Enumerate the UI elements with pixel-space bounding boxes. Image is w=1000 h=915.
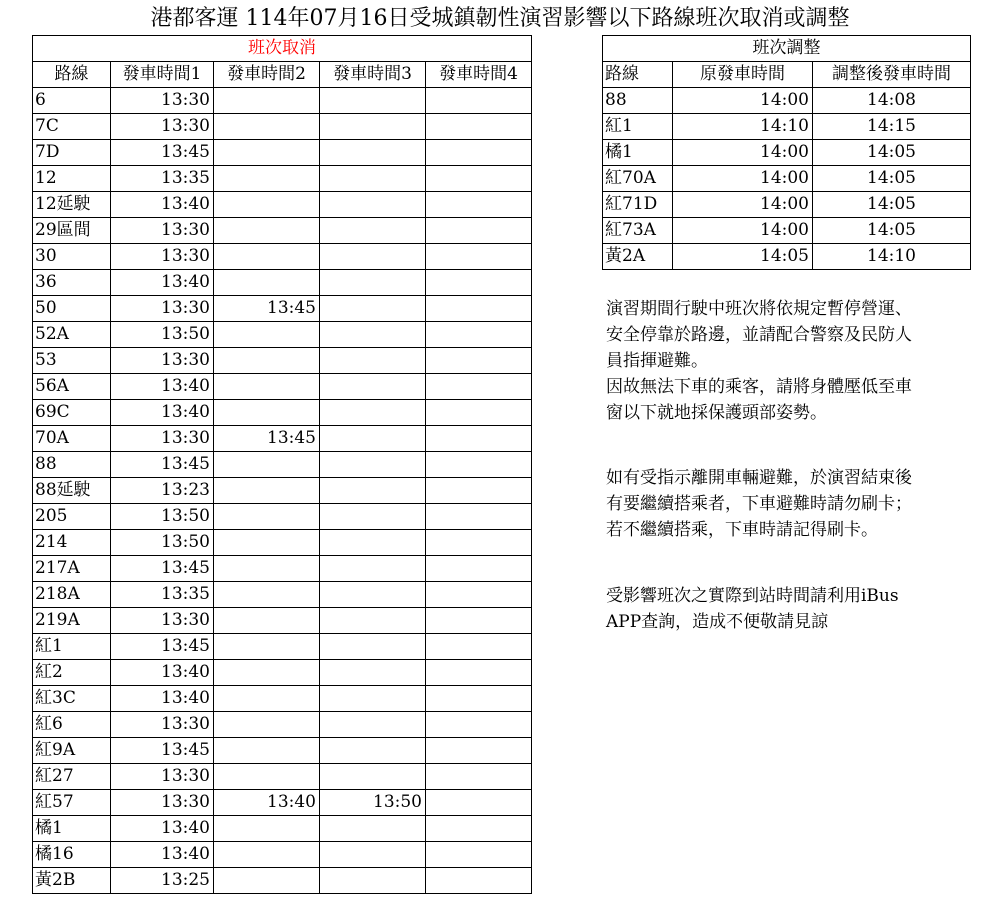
departure-time-cell <box>426 712 532 738</box>
departure-time-cell: 13:45 <box>111 452 214 478</box>
departure-time-cell <box>426 686 532 712</box>
route-cell: 6 <box>33 88 111 114</box>
table-row <box>33 88 532 114</box>
original-time-cell: 14:10 <box>673 114 813 140</box>
departure-time-cell <box>426 348 532 374</box>
departure-time-cell <box>214 166 320 192</box>
table-row <box>33 452 532 478</box>
route-cell: 橘1 <box>33 816 111 842</box>
table-row <box>33 140 532 166</box>
note-line: 窗以下就地採保護頭部姿勢。 <box>606 403 827 423</box>
departure-time-cell: 13:45 <box>111 634 214 660</box>
table-row <box>33 348 532 374</box>
adjust-table <box>602 35 971 270</box>
original-time-cell: 14:00 <box>673 218 813 244</box>
departure-time-cell <box>214 192 320 218</box>
table-row <box>33 478 532 504</box>
original-time-cell: 14:00 <box>673 192 813 218</box>
table-row <box>33 426 532 452</box>
departure-time-cell <box>426 270 532 296</box>
cancel-table-heading: 班次取消 <box>33 36 532 62</box>
note-line: APP查詢，造成不便敬請見諒 <box>606 612 829 632</box>
table-row <box>33 686 532 712</box>
departure-time-cell <box>426 790 532 816</box>
departure-time-cell <box>320 634 426 660</box>
route-cell: 紅6 <box>33 712 111 738</box>
column-header: 發車時間3 <box>320 62 426 88</box>
departure-time-cell: 13:40 <box>111 400 214 426</box>
route-cell: 紅1 <box>33 634 111 660</box>
route-cell: 12 <box>33 166 111 192</box>
route-cell: 88延駛 <box>33 478 111 504</box>
note-line: 若不繼續搭乘，下車時請記得刷卡。 <box>606 520 878 540</box>
note-line: 演習期間行駛中班次將依規定暫停營運、 <box>606 299 912 319</box>
departure-time-cell: 13:45 <box>111 556 214 582</box>
note-line: 有要繼續搭乘者，下車避難時請勿刷卡； <box>606 494 912 514</box>
departure-time-cell <box>214 868 320 894</box>
departure-time-cell <box>320 192 426 218</box>
departure-time-cell <box>426 868 532 894</box>
departure-time-cell <box>214 764 320 790</box>
column-header: 路線 <box>603 62 673 88</box>
departure-time-cell: 13:45 <box>214 296 320 322</box>
departure-time-cell <box>320 452 426 478</box>
notes-block-3 <box>606 583 976 635</box>
departure-time-cell <box>426 452 532 478</box>
departure-time-cell <box>214 374 320 400</box>
route-cell: 56A <box>33 374 111 400</box>
route-cell: 紅73A <box>603 218 673 244</box>
table-row <box>33 504 532 530</box>
departure-time-cell <box>320 582 426 608</box>
departure-time-cell: 13:30 <box>111 244 214 270</box>
departure-time-cell <box>214 348 320 374</box>
departure-time-cell: 13:23 <box>111 478 214 504</box>
departure-time-cell: 13:35 <box>111 166 214 192</box>
original-time-cell: 14:00 <box>673 140 813 166</box>
table-row <box>33 244 532 270</box>
departure-time-cell <box>426 816 532 842</box>
departure-time-cell <box>320 322 426 348</box>
departure-time-cell <box>214 582 320 608</box>
departure-time-cell: 13:30 <box>111 218 214 244</box>
departure-time-cell: 13:35 <box>111 582 214 608</box>
table-row <box>603 192 971 218</box>
table-row <box>33 816 532 842</box>
departure-time-cell <box>320 374 426 400</box>
departure-time-cell <box>214 842 320 868</box>
departure-time-cell: 13:40 <box>111 374 214 400</box>
departure-time-cell <box>214 478 320 504</box>
route-cell: 30 <box>33 244 111 270</box>
departure-time-cell <box>320 348 426 374</box>
departure-time-cell <box>320 764 426 790</box>
departure-time-cell <box>214 738 320 764</box>
adjusted-time-cell: 14:15 <box>813 114 971 140</box>
departure-time-cell <box>214 244 320 270</box>
departure-time-cell <box>320 218 426 244</box>
departure-time-cell <box>426 582 532 608</box>
table-row <box>33 374 532 400</box>
departure-time-cell <box>214 114 320 140</box>
route-cell: 88 <box>603 88 673 114</box>
notes-block-1 <box>606 296 976 426</box>
table-row <box>33 270 532 296</box>
table-row <box>603 166 971 192</box>
route-cell: 36 <box>33 270 111 296</box>
table-row <box>33 400 532 426</box>
table-row <box>33 530 532 556</box>
route-cell: 53 <box>33 348 111 374</box>
departure-time-cell <box>214 660 320 686</box>
departure-time-cell <box>214 322 320 348</box>
note-line: 如有受指示離開車輛避難，於演習結束後 <box>606 468 912 488</box>
route-cell: 黃2A <box>603 244 673 270</box>
original-time-cell: 14:05 <box>673 244 813 270</box>
departure-time-cell <box>320 608 426 634</box>
table-row <box>33 114 532 140</box>
departure-time-cell <box>214 608 320 634</box>
departure-time-cell: 13:40 <box>111 660 214 686</box>
departure-time-cell <box>214 140 320 166</box>
departure-time-cell: 13:40 <box>111 816 214 842</box>
departure-time-cell <box>426 842 532 868</box>
departure-time-cell: 13:40 <box>111 270 214 296</box>
departure-time-cell <box>214 270 320 296</box>
departure-time-cell: 13:50 <box>111 504 214 530</box>
departure-time-cell <box>320 686 426 712</box>
route-cell: 紅9A <box>33 738 111 764</box>
table-row <box>33 608 532 634</box>
departure-time-cell <box>320 504 426 530</box>
route-cell: 29區間 <box>33 218 111 244</box>
departure-time-cell: 13:50 <box>320 790 426 816</box>
departure-time-cell <box>214 816 320 842</box>
departure-time-cell <box>214 556 320 582</box>
departure-time-cell: 13:30 <box>111 114 214 140</box>
departure-time-cell <box>320 868 426 894</box>
route-cell: 紅70A <box>603 166 673 192</box>
route-cell: 52A <box>33 322 111 348</box>
column-header: 發車時間4 <box>426 62 532 88</box>
route-cell: 70A <box>33 426 111 452</box>
departure-time-cell <box>214 400 320 426</box>
departure-time-cell: 13:30 <box>111 608 214 634</box>
table-row <box>33 868 532 894</box>
route-cell: 219A <box>33 608 111 634</box>
departure-time-cell <box>320 712 426 738</box>
cancel-table <box>32 35 532 894</box>
departure-time-cell <box>320 842 426 868</box>
departure-time-cell <box>426 530 532 556</box>
route-cell: 218A <box>33 582 111 608</box>
column-header: 原發車時間 <box>673 62 813 88</box>
note-line: 安全停靠於路邊，並請配合警察及民防人 <box>606 325 912 345</box>
departure-time-cell <box>320 426 426 452</box>
departure-time-cell <box>426 504 532 530</box>
departure-time-cell <box>320 556 426 582</box>
departure-time-cell <box>426 140 532 166</box>
route-cell: 88 <box>33 452 111 478</box>
table-row <box>33 842 532 868</box>
table-row <box>603 218 971 244</box>
departure-time-cell <box>320 478 426 504</box>
departure-time-cell <box>426 764 532 790</box>
table-row <box>33 660 532 686</box>
table-row <box>33 556 532 582</box>
route-cell: 7D <box>33 140 111 166</box>
table-row <box>33 296 532 322</box>
column-header: 調整後發車時間 <box>813 62 971 88</box>
route-cell: 12延駛 <box>33 192 111 218</box>
table-row <box>33 192 532 218</box>
departure-time-cell: 13:30 <box>111 88 214 114</box>
table-row <box>33 764 532 790</box>
table-row <box>33 634 532 660</box>
departure-time-cell <box>426 218 532 244</box>
route-cell: 黃2B <box>33 868 111 894</box>
departure-time-cell <box>426 322 532 348</box>
departure-time-cell: 13:45 <box>111 140 214 166</box>
departure-time-cell <box>426 478 532 504</box>
adjusted-time-cell: 14:05 <box>813 140 971 166</box>
departure-time-cell <box>214 634 320 660</box>
adjusted-time-cell: 14:05 <box>813 218 971 244</box>
route-cell: 50 <box>33 296 111 322</box>
departure-time-cell: 13:30 <box>111 426 214 452</box>
page-title: 港都客運 114年07月16日受城鎮韌性演習影響以下路線班次取消或調整 <box>150 6 850 31</box>
route-cell: 紅27 <box>33 764 111 790</box>
departure-time-cell <box>214 712 320 738</box>
adjusted-time-cell: 14:08 <box>813 88 971 114</box>
column-header: 路線 <box>33 62 111 88</box>
departure-time-cell: 13:25 <box>111 868 214 894</box>
departure-time-cell: 13:30 <box>111 348 214 374</box>
departure-time-cell <box>214 686 320 712</box>
departure-time-cell <box>426 192 532 218</box>
departure-time-cell <box>426 166 532 192</box>
departure-time-cell <box>214 452 320 478</box>
departure-time-cell <box>426 738 532 764</box>
departure-time-cell <box>214 88 320 114</box>
adjusted-time-cell: 14:05 <box>813 192 971 218</box>
table-row <box>603 88 971 114</box>
route-cell: 214 <box>33 530 111 556</box>
departure-time-cell <box>320 400 426 426</box>
table-row <box>33 582 532 608</box>
departure-time-cell <box>320 530 426 556</box>
departure-time-cell: 13:40 <box>111 686 214 712</box>
departure-time-cell <box>426 426 532 452</box>
note-line: 受影響班次之實際到站時間請利用iBus <box>606 586 899 606</box>
table-row <box>33 322 532 348</box>
table-row <box>33 218 532 244</box>
departure-time-cell <box>320 244 426 270</box>
departure-time-cell <box>426 634 532 660</box>
departure-time-cell <box>426 88 532 114</box>
departure-time-cell <box>320 296 426 322</box>
departure-time-cell: 13:40 <box>111 192 214 218</box>
departure-time-cell: 13:50 <box>111 322 214 348</box>
departure-time-cell <box>320 816 426 842</box>
route-cell: 69C <box>33 400 111 426</box>
departure-time-cell: 13:40 <box>214 790 320 816</box>
route-cell: 紅1 <box>603 114 673 140</box>
column-header: 發車時間2 <box>214 62 320 88</box>
table-row <box>603 140 971 166</box>
table-row <box>33 166 532 192</box>
departure-time-cell <box>320 140 426 166</box>
table-row <box>33 738 532 764</box>
note-line: 員指揮避難。 <box>606 351 708 371</box>
departure-time-cell <box>426 296 532 322</box>
adjust-table-heading: 班次調整 <box>603 36 971 62</box>
original-time-cell: 14:00 <box>673 88 813 114</box>
departure-time-cell <box>426 114 532 140</box>
departure-time-cell <box>320 738 426 764</box>
route-cell: 紅3C <box>33 686 111 712</box>
departure-time-cell <box>320 270 426 296</box>
departure-time-cell: 13:30 <box>111 764 214 790</box>
route-cell: 紅57 <box>33 790 111 816</box>
departure-time-cell <box>214 504 320 530</box>
departure-time-cell: 13:45 <box>214 426 320 452</box>
adjusted-time-cell: 14:05 <box>813 166 971 192</box>
route-cell: 紅2 <box>33 660 111 686</box>
departure-time-cell <box>426 660 532 686</box>
departure-time-cell <box>320 166 426 192</box>
departure-time-cell <box>214 530 320 556</box>
table-row <box>603 114 971 140</box>
table-row <box>33 790 532 816</box>
route-cell: 205 <box>33 504 111 530</box>
adjust-header-row <box>603 62 971 88</box>
table-row <box>33 712 532 738</box>
departure-time-cell <box>426 374 532 400</box>
note-line: 因故無法下車的乘客，請將身體壓低至車 <box>606 377 912 397</box>
departure-time-cell: 13:45 <box>111 738 214 764</box>
departure-time-cell <box>214 218 320 244</box>
departure-time-cell <box>426 608 532 634</box>
column-header: 發車時間1 <box>111 62 214 88</box>
route-cell: 7C <box>33 114 111 140</box>
departure-time-cell <box>320 660 426 686</box>
adjusted-time-cell: 14:10 <box>813 244 971 270</box>
departure-time-cell: 13:30 <box>111 296 214 322</box>
departure-time-cell: 13:40 <box>111 842 214 868</box>
departure-time-cell <box>320 114 426 140</box>
table-row <box>603 244 971 270</box>
departure-time-cell: 13:30 <box>111 790 214 816</box>
route-cell: 橘16 <box>33 842 111 868</box>
route-cell: 217A <box>33 556 111 582</box>
route-cell: 橘1 <box>603 140 673 166</box>
departure-time-cell <box>426 400 532 426</box>
departure-time-cell <box>426 244 532 270</box>
cancel-header-row <box>33 62 532 88</box>
original-time-cell: 14:00 <box>673 166 813 192</box>
departure-time-cell: 13:50 <box>111 530 214 556</box>
departure-time-cell <box>320 88 426 114</box>
departure-time-cell: 13:30 <box>111 712 214 738</box>
notes-block-2 <box>606 465 976 543</box>
departure-time-cell <box>426 556 532 582</box>
route-cell: 紅71D <box>603 192 673 218</box>
